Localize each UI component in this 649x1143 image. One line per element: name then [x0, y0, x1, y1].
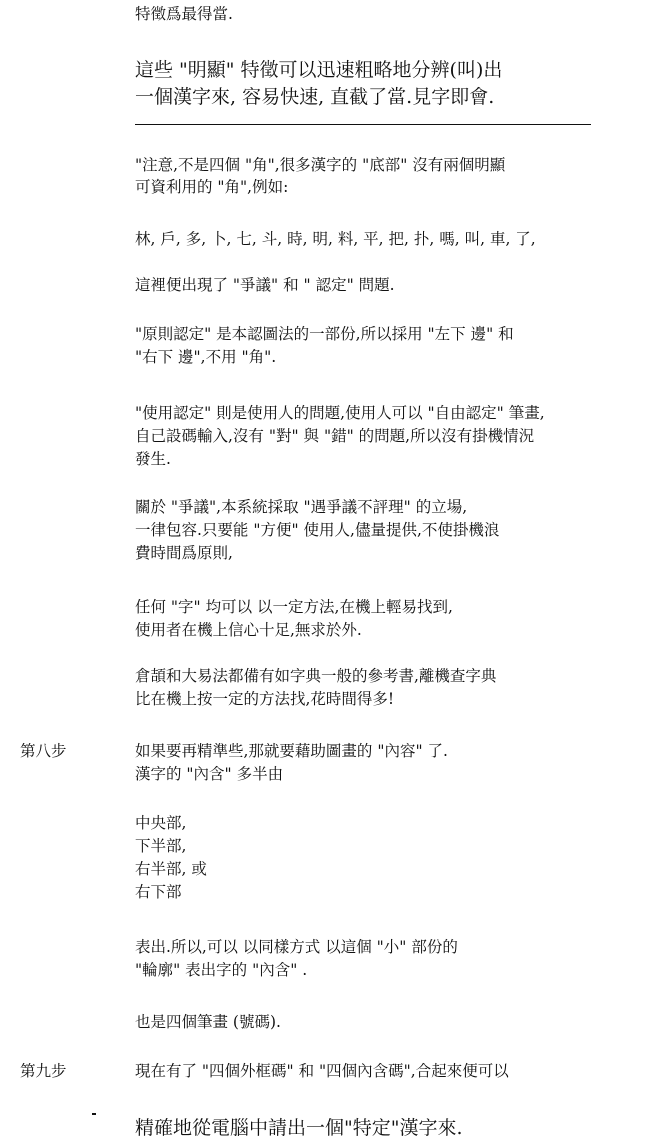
intro-line: 特徵爲最得當. [135, 5, 233, 23]
compare-line-1: 倉頡和大易法都備有如字典一般的參考書,離機查字典 [135, 667, 497, 685]
any-char-line-1: 任何 "字" 均可以 以一定方法,在機上輕易找到, [135, 598, 453, 616]
step-8-line-2: 漢字的 "內含" 多半由 [135, 765, 284, 783]
compare-line-2: 比在機上按一定的方法找,花時間得多! [135, 690, 395, 708]
usage-line-1: "使用認定" 則是使用人的問題,使用人可以 "自由認定" 筆畫, [135, 404, 545, 422]
policy-line-1: 關於 "爭議",本系統採取 "遇爭議不評理" 的立場, [135, 498, 468, 516]
dispute-line: 這裡便出現了 "爭議" 和 " 認定" 問題. [135, 276, 395, 294]
any-char-line-2: 使用者在機上信心十足,無求於外. [135, 621, 362, 639]
step-8-after-line-1: 表出.所以,可以 以同樣方式 以這個 "小" 部份的 [135, 938, 458, 956]
part-item: 右下部 [135, 883, 182, 901]
example-chars: 林, 戶, 多, 卜, 七, 斗, 時, 明, 料, 平, 把, 扑, 嗎, 叫, 車, 了, [135, 230, 536, 248]
usage-line-2: 自己設碼輸入,沒有 "對" 與 "錯" 的問題,所以沒有掛機情況 [135, 427, 535, 445]
step-9-label: 第九步 [20, 1062, 67, 1080]
part-item: 右半部, 或 [135, 860, 207, 878]
step-8-label: 第八步 [20, 742, 67, 760]
step-8-line-1: 如果要再精準些,那就要藉助圖畫的 "內容" 了. [135, 742, 448, 760]
policy-line-3: 費時間爲原則, [135, 544, 233, 562]
principle-line-1: "原則認定" 是本認圖法的一部份,所以採用 "左下 邊" 和 [135, 325, 514, 343]
highlight-line-2: 一個漢字來, 容易快速, 直截了當.見字即會. [135, 86, 495, 108]
policy-line-2: 一律包容.只要能 "方便" 使用人,儘量提供,不使掛機浪 [135, 521, 500, 539]
step-9-line-1: 現在有了 "四個外框碼" 和 "四個內含碼",合起來便可以 [135, 1062, 509, 1080]
part-item: 中央部, [135, 814, 187, 832]
highlight-line-1: 這些 "明顯" 特徵可以迅速粗略地分辨(叫)出 [135, 59, 503, 81]
usage-line-3: 發生. [135, 450, 171, 468]
stray-mark [92, 1113, 96, 1115]
note-line-2: 可資利用的 "角",例如: [135, 178, 289, 196]
note-line-1: "注意,不是四個 "角",很多漢字的 "底部" 沒有兩個明顯 [135, 156, 506, 174]
step-8-after-line-2: "輪廓" 表出字的 "內含" . [135, 961, 308, 979]
step-9-line-2: 精確地從電腦中請出一個"特定"漢字來. [135, 1117, 463, 1139]
part-item: 下半部, [135, 837, 187, 855]
horizontal-rule [135, 124, 591, 125]
principle-line-2: "右下 邊",不用 "角". [135, 348, 277, 366]
step-8-note: 也是四個筆畫 (號碼). [135, 1013, 281, 1031]
